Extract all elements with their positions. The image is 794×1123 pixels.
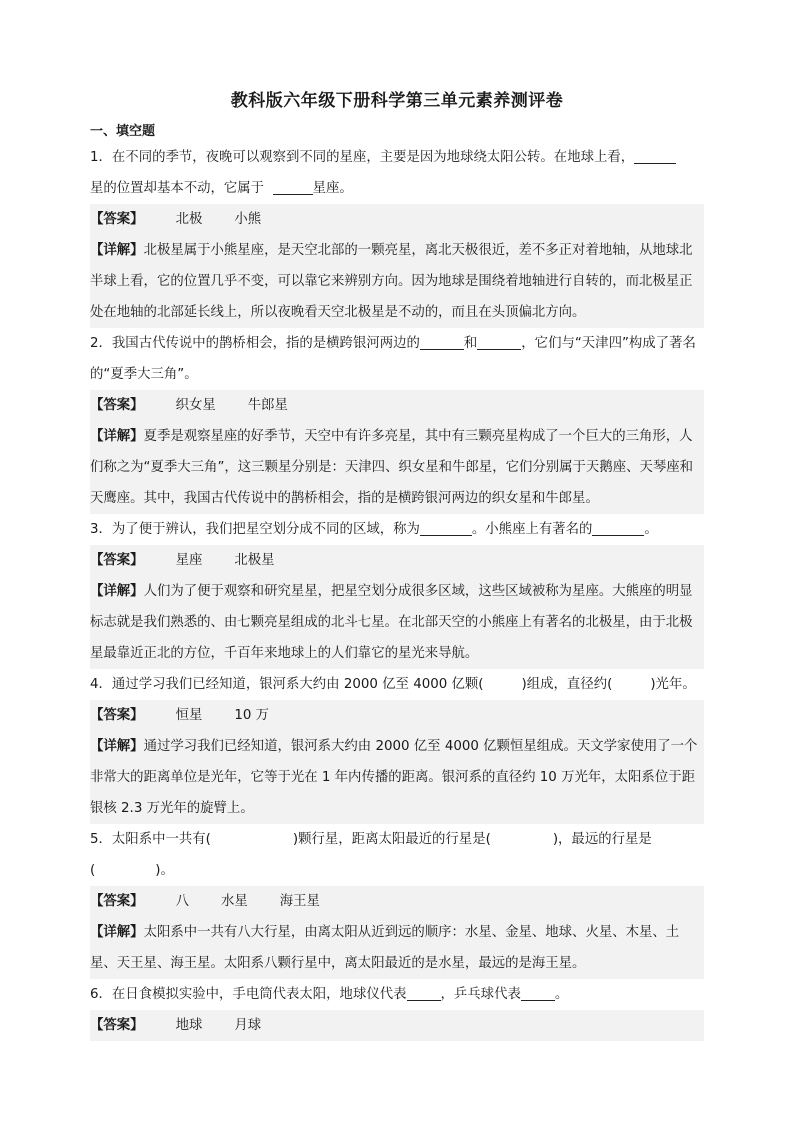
answer-5: 【答案】 八 水星 海王星 <box>90 886 704 917</box>
page-title: 教科版六年级下册科学第三单元素养测评卷 <box>230 91 564 111</box>
question-2: 2．我国古代传说中的鹊桥相会，指的是横跨银河两边的 和 ，它们与“天津四”构成了著名的“夏季大三角”。 <box>90 328 704 390</box>
answer-blank <box>273 178 313 195</box>
section-heading: 一、填空题 <box>90 124 156 139</box>
answer-2: 【答案】 织女星 牛郎星 <box>90 390 704 421</box>
answer-blank <box>420 519 472 536</box>
answer-3: 【答案】 星座 北极星 <box>90 545 704 576</box>
answer-blank <box>521 984 555 1001</box>
question-list <box>90 142 704 1041</box>
detail-1: 【详解】北极星属于小熊星座，是天空北部的一颗亮星，离北天极很近，差不多正对着地轴，从地球北半球上看，它的位置几乎不变，可以靠它来辨别方向。因为地球是围绕着地轴进行自转的，而北极星正处在地轴的北部延长线上，所以夜晚看天空北极星是不动的，而且在头顶偏北方向。 <box>90 235 704 328</box>
detail-3: 【详解】人们为了便于观察和研究星星，把星空划分成很多区域，这些区域被称为星座。大熊座的明显标志就是我们熟悉的、由七颗亮星组成的北斗七星。在北部天空的小熊座上有著名的北极星，由于北极星最靠近正北的方位，千百年来地球上的人们靠它的星光来导航。 <box>90 576 704 669</box>
detail-5: 【详解】太阳系中一共有八大行星，由离太阳从近到远的顺序：水星、金星、地球、火星、木星、土星、天王星、海王星。太阳系八颗行星中，离太阳最近的是水星，最远的是海王星。 <box>90 917 704 979</box>
question-1: 1．在不同的季节，夜晚可以观察到不同的星座，主要是因为地球绕太阳公转。在地球上看， 星的位置却基本不动，它属于 星座。 <box>90 142 704 204</box>
question-6: 6．在日食模拟实验中，手电筒代表太阳，地球仪代表 ，乒乓球代表 。 <box>90 979 704 1010</box>
question-3: 3．为了便于辨认，我们把星空划分成不同的区域，称为 。小熊座上有著名的 。 <box>90 514 704 545</box>
detail-2: 【详解】夏季是观察星座的好季节，天空中有许多亮星，其中有三颗亮星构成了一个巨大的三角形，人们称之为“夏季大三角”，这三颗星分别是：天津四、织女星和牛郎星，它们分别属于天鹅座、天琴座和天鹰座。其中，我国古代传说中的鹊桥相会，指的是横跨银河两边的织女星和牛郎星。 <box>90 421 704 514</box>
answer-blank <box>634 147 676 164</box>
answer-blank <box>420 333 464 350</box>
question-5: 5．太阳系中一共有( )颗行星，距离太阳最近的行星是( )，最远的行星是 ( )。 <box>90 832 652 878</box>
answer-1: 【答案】 北极 小熊 <box>90 204 704 235</box>
answer-blank <box>592 519 644 536</box>
answer-6: 【答案】 地球 月球 <box>90 1010 704 1041</box>
question-4: 4．通过学习我们已经知道，银河系大约由 2000 亿至 4000 亿颗( )组成，直径约( )光年。 <box>90 677 696 692</box>
answer-4: 【答案】 恒星 10 万 <box>90 700 704 731</box>
detail-4: 【详解】通过学习我们已经知道，银河系大约由 2000 亿至 4000 亿颗恒星组成。天文学家使用了一个非常大的距离单位是光年，它等于光在 1 年内传播的距离。银河系的直径约 10 万光年，太阳系位于距银核 2.3 万光年的旋臂上。 <box>90 731 704 824</box>
answer-blank <box>407 984 441 1001</box>
answer-blank <box>477 333 521 350</box>
